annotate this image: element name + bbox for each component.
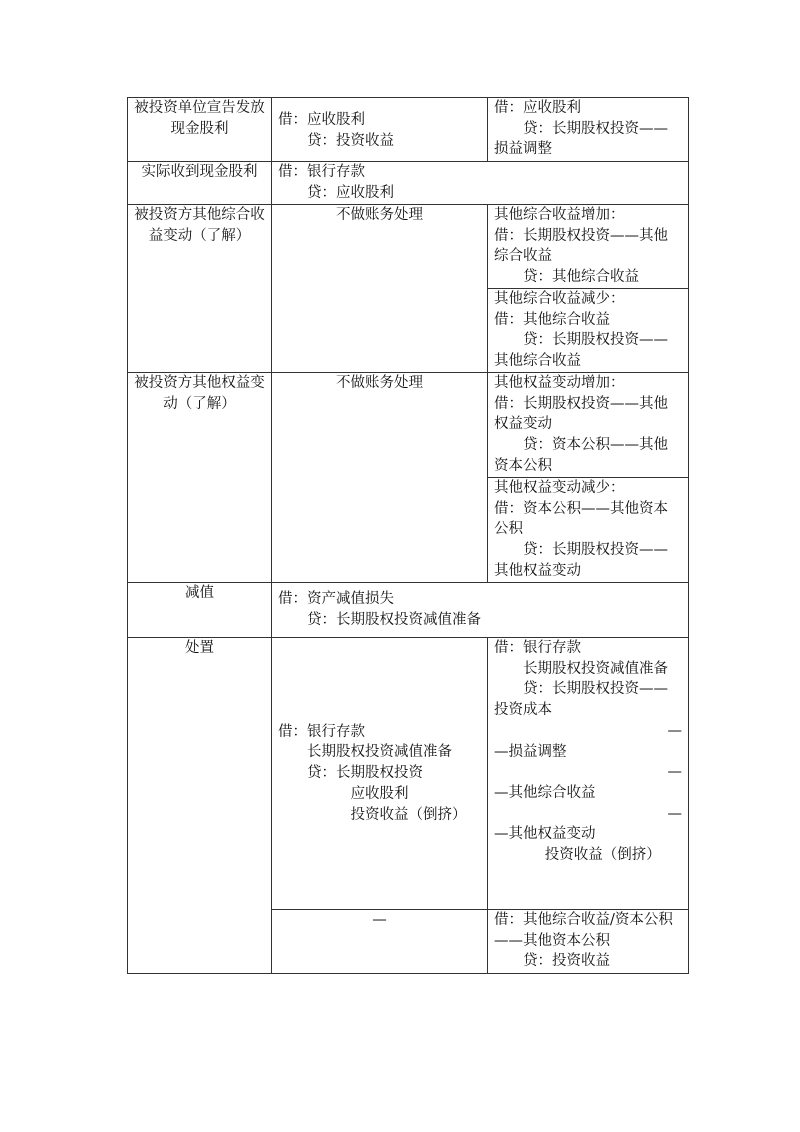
accounting-entries-table [127,97,689,974]
equity-method-entry: 借：银行存款 长期股权投资减值准备 贷：长期股权投资——投资成本 — —损益调整 — —其他综合收益 — —其他权益变动 投资收益（倒挤） [488,638,689,910]
cost-method-entry: 不做账务处理 [272,205,488,373]
shared-entry: 借：资产减值损失 贷：长期股权投资减值准备 [272,583,689,638]
table-row-oci-change [128,205,689,289]
cost-method-entry: 不做账务处理 [272,373,488,583]
equity-method-entry: 借：应收股利 贷：长期股权投资——损益调整 [488,98,689,162]
shared-entry: 借：银行存款 贷：应收股利 [272,162,689,205]
equity-method-decrease: 其他综合收益减少： 借：其他综合收益 贷：长期股权投资——其他综合收益 [488,289,689,373]
row-label: 被投资单位宣告发放现金股利 [128,98,272,162]
row-label: 被投资方其他权益变动（了解） [128,373,272,583]
table-row-other-equity-change [128,373,689,478]
equity-method-decrease: 其他权益变动减少： 借：资本公积——其他资本公积 贷：长期股权投资——其他权益变动 [488,478,689,583]
row-label: 实际收到现金股利 [128,162,272,205]
table-row-dividend-received [128,162,689,205]
cost-method-entry: 借：银行存款 长期股权投资减值准备 贷：长期股权投资 应收股利 投资收益（倒挤） [272,638,488,910]
row-label: 被投资方其他综合收益变动（了解） [128,205,272,373]
cost-method-second-entry: — [272,910,488,974]
row-label: 处置 [128,638,272,974]
table-row-disposal [128,638,689,910]
equity-method-increase: 其他权益变动增加： 借：长期股权投资——其他权益变动 贷：资本公积——其他资本公积 [488,373,689,478]
row-label: 减值 [128,583,272,638]
cost-method-entry: 借：应收股利 贷：投资收益 [272,98,488,162]
table-row-dividend-declared [128,98,689,162]
equity-method-increase: 其他综合收益增加： 借：长期股权投资——其他综合收益 贷：其他综合收益 [488,205,689,289]
equity-method-second-entry: 借：其他综合收益/资本公积——其他资本公积 贷：投资收益 [488,910,689,974]
table-row-impairment [128,583,689,638]
